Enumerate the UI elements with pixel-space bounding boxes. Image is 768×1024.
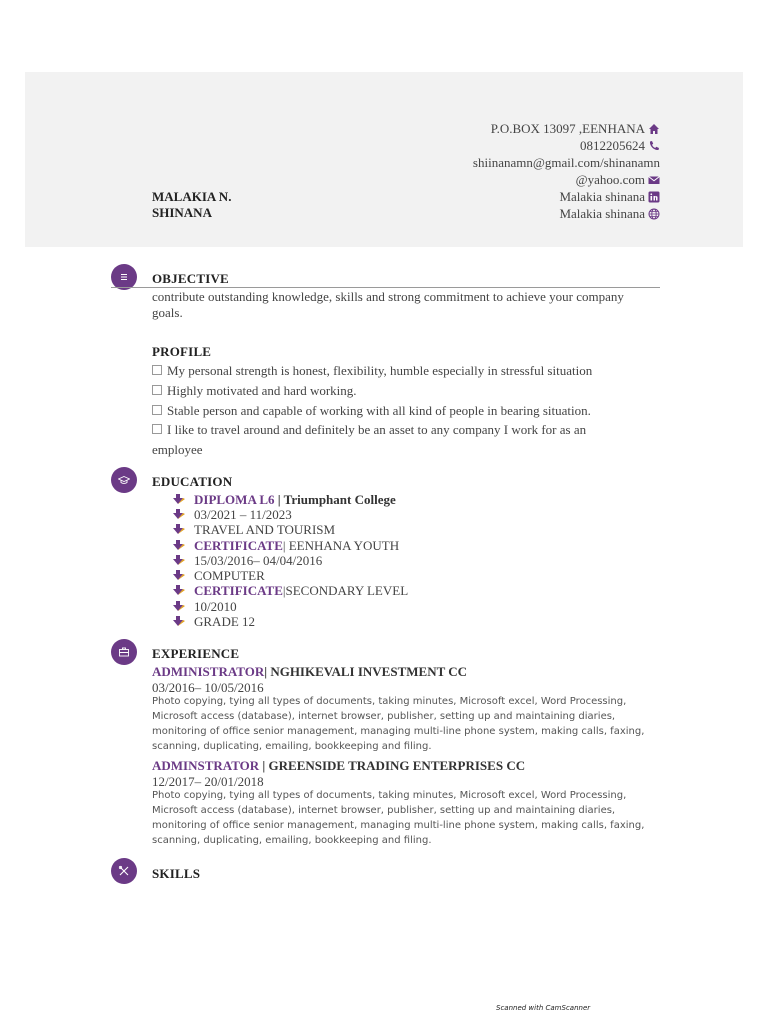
contact-website[interactable]: Malakia shinana	[473, 205, 660, 222]
contact-address: P.O.BOX 13097 ,EENHANA	[473, 120, 660, 137]
education-entry-field: GRADE 12	[172, 614, 255, 629]
skills-heading: SKILLS	[152, 866, 201, 881]
arrow-bullet-icon	[172, 615, 186, 627]
checkbox-glyph-icon	[152, 385, 162, 395]
education-entry-title: CERTIFICATE| EENHANA YOUTH	[172, 538, 399, 553]
profile-item: My personal strength is honest, flexibility, humble especially in stressful situation	[152, 361, 652, 381]
job-dates: 12/2017– 20/01/2018	[152, 774, 264, 789]
linkedin-icon	[648, 191, 660, 203]
contact-email-line-1[interactable]: shiinanamn@gmail.com/shinanamn	[472, 155, 660, 170]
objective-text: contribute outstanding knowledge, skills and strong commitment to achieve your company goals.	[152, 289, 624, 320]
education-entry-title: DIPLOMA L6 | Triumphant College	[172, 492, 396, 507]
education-entry-field: COMPUTER	[172, 568, 265, 583]
scanner-watermark: Scanned with CamScanner	[496, 1004, 591, 1012]
graduation-cap-icon	[111, 467, 137, 493]
section-divider	[111, 287, 660, 288]
globe-icon	[648, 208, 660, 220]
job-dates: 03/2016– 10/05/2016	[152, 680, 264, 695]
checkbox-glyph-icon	[152, 365, 162, 375]
name-line-2: SHINANA	[152, 205, 212, 220]
arrow-bullet-icon	[172, 493, 186, 505]
arrow-bullet-icon	[172, 584, 186, 596]
briefcase-icon	[111, 639, 137, 665]
job-description: Photo copying, tying all types of documents, taking minutes, Microsoft excel, Word Processing, Microsoft access (database), internet browser, publisher, setting up and maintaining diaries, monitoring of office senior management, managing multi-line phone system, making calls, faxing, scanning, duplicating, emailing, bookkeeping and filing.	[152, 790, 645, 846]
profile-heading: PROFILE	[152, 344, 212, 359]
job-description: Photo copying, tying all types of documents, taking minutes, Microsoft excel, Word Processing, Microsoft access (database), internet browser, publisher, setting up and maintaining diaries, monitoring of office senior management, managing multi-line phone system, making calls, faxing, scanning, duplicating, emailing, bookkeeping and filing.	[152, 696, 645, 752]
arrow-bullet-icon	[172, 600, 186, 612]
profile-item: Stable person and capable of working with all kind of people in bearing situation.	[152, 401, 652, 421]
education-heading: EDUCATION	[152, 474, 233, 489]
job-title: ADMINISTRATOR| NGHIKEVALI INVESTMENT CC	[152, 664, 468, 679]
checkbox-glyph-icon	[152, 405, 162, 415]
arrow-bullet-icon	[172, 523, 186, 535]
contact-email-line-2[interactable]: @yahoo.com	[473, 171, 660, 188]
arrow-bullet-icon	[172, 554, 186, 566]
profile-item: I like to travel around and definitely be an asset to any company I work for as an employee	[152, 422, 587, 457]
education-entry-title: CERTIFICATE|SECONDARY LEVEL	[172, 583, 408, 598]
profile-item: Highly motivated and hard working.	[152, 381, 652, 401]
objective-heading: OBJECTIVE	[152, 271, 229, 286]
arrow-bullet-icon	[172, 539, 186, 551]
education-entry-field: TRAVEL AND TOURISM	[172, 522, 335, 537]
envelope-icon	[648, 174, 660, 186]
contact-linkedin[interactable]: Malakia shinana	[473, 188, 660, 205]
contact-block	[473, 120, 660, 222]
arrow-bullet-icon	[172, 569, 186, 581]
education-entry-dates: 15/03/2016– 04/04/2016	[172, 553, 322, 568]
experience-heading: EXPERIENCE	[152, 646, 240, 661]
phone-icon	[648, 140, 660, 152]
candidate-name	[152, 189, 231, 221]
home-icon	[648, 123, 660, 135]
arrow-bullet-icon	[172, 508, 186, 520]
tools-icon	[111, 858, 137, 884]
name-line-1: MALAKIA N.	[152, 189, 232, 204]
education-entry-dates: 10/2010	[172, 599, 237, 614]
job-title: ADMINSTRATOR | GREENSIDE TRADING ENTERPRISES CC	[152, 758, 526, 773]
checkbox-glyph-icon	[152, 424, 162, 434]
contact-phone: 0812205624	[473, 137, 660, 154]
education-entry-dates: 03/2021 – 11/2023	[172, 507, 292, 522]
